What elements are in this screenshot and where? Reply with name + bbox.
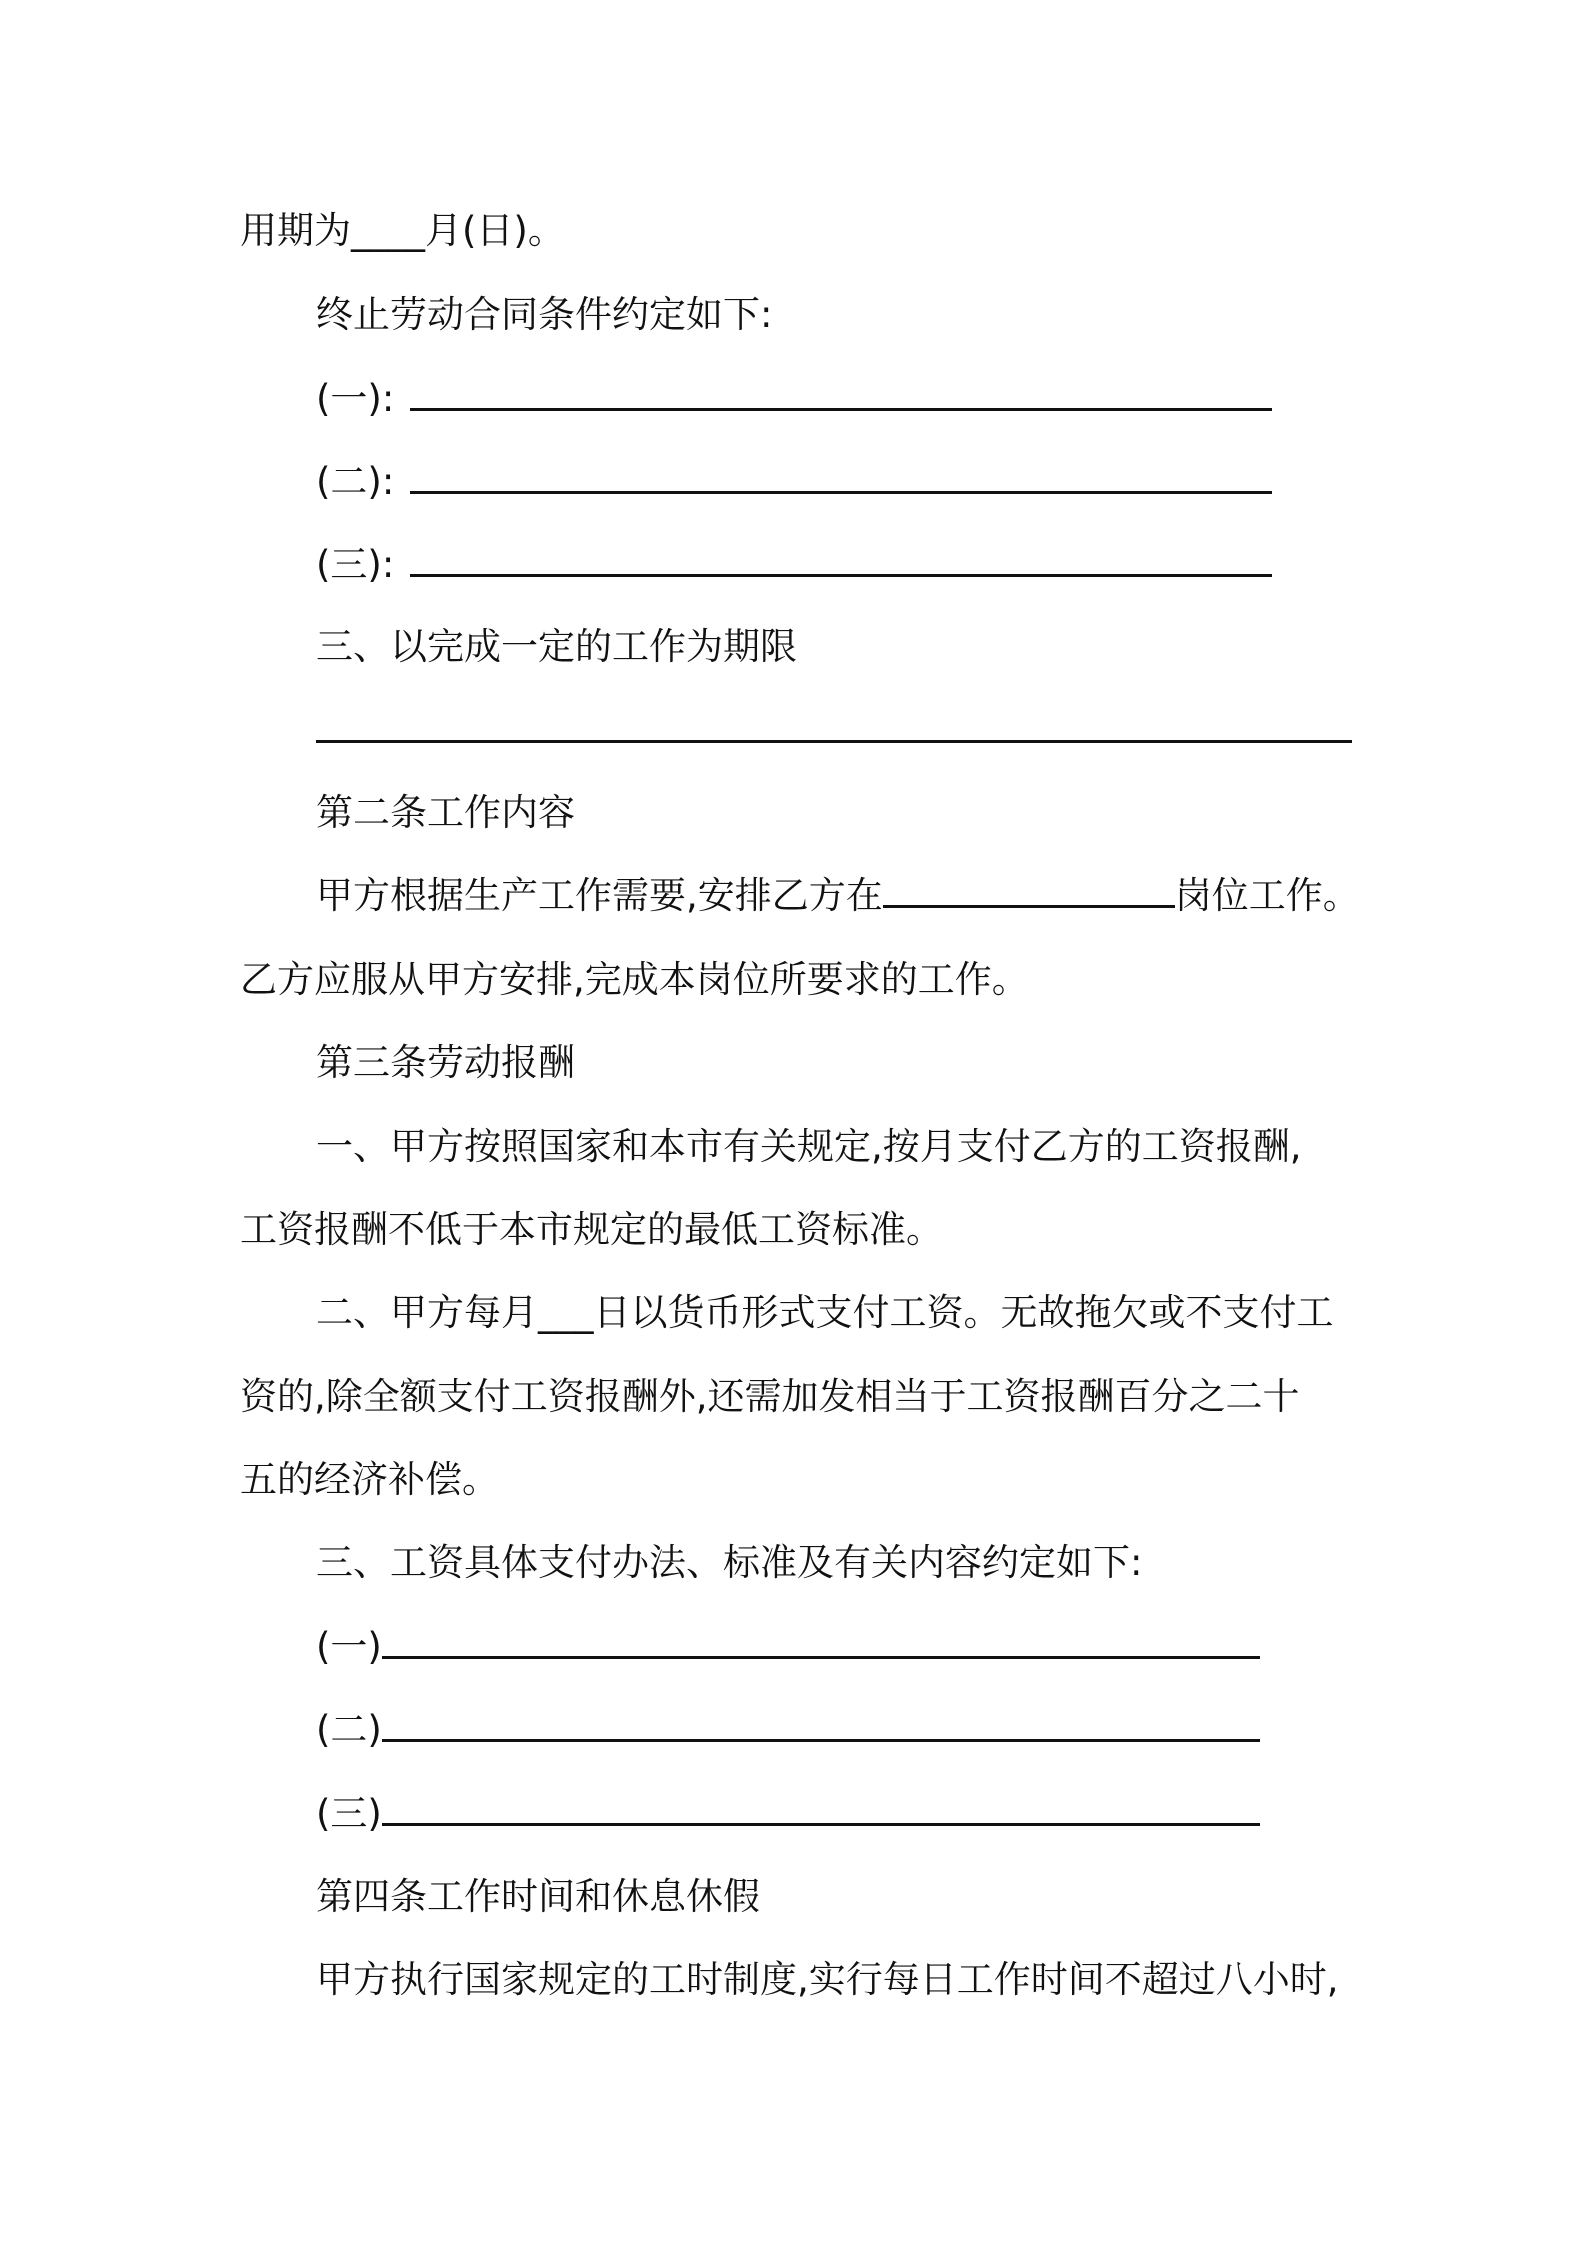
line-text: 三、工资具体支付办法、标准及有关内容约定如下: — [316, 1541, 1143, 1584]
paragraph-line — [316, 1538, 1142, 1588]
fill-in-blank[interactable] — [883, 875, 1175, 908]
fill-in-blank[interactable] — [410, 544, 1272, 577]
paragraph-line — [240, 1205, 943, 1255]
payment-method-item-2 — [316, 1705, 1260, 1755]
paragraph-line — [240, 955, 1029, 1005]
paragraph-line — [316, 1955, 1339, 2005]
section-heading — [316, 788, 575, 838]
termination-condition-1 — [316, 374, 1272, 424]
fill-in-blank[interactable] — [382, 1626, 1260, 1659]
line-text: 乙方应服从甲方安排,完成本岗位所要求的工作。 — [240, 958, 1029, 1001]
fill-in-blank[interactable] — [410, 378, 1272, 411]
line-text: 甲方执行国家规定的工时制度,实行每日工作时间不超过八小时, — [316, 1958, 1339, 2001]
line-text-before: 甲方根据生产工作需要,安排乙方在 — [316, 874, 883, 917]
section-heading — [316, 1872, 760, 1922]
line-prefix: (二): — [316, 460, 395, 503]
paragraph-line — [240, 1372, 1300, 1422]
line-prefix: (二) — [316, 1708, 382, 1751]
paragraph-line — [316, 622, 797, 672]
line-text: 二、甲方每月___日以货币形式支付工资。无故拖欠或不支付工 — [316, 1291, 1334, 1334]
line-text-after: 岗位工作。 — [1174, 874, 1360, 917]
section-heading — [316, 1038, 575, 1088]
line-text: 第四条工作时间和休息休假 — [316, 1875, 760, 1918]
fill-in-blank[interactable] — [382, 1709, 1260, 1742]
line-prefix: (三): — [316, 543, 395, 586]
line-text: 第三条劳动报酬 — [316, 1041, 575, 1084]
full-width-blank-line — [316, 706, 1352, 756]
paragraph-line — [316, 290, 772, 340]
fill-in-blank[interactable] — [410, 461, 1272, 494]
fill-in-blank[interactable] — [316, 710, 1352, 743]
line-text: 资的,除全额支付工资报酬外,还需加发相当于工资报酬百分之二十 — [240, 1375, 1300, 1418]
line-text: 一、甲方按照国家和本市有关规定,按月支付乙方的工资报酬, — [316, 1125, 1302, 1168]
paragraph-line — [316, 871, 1360, 921]
paragraph-line — [316, 1122, 1302, 1172]
paragraph-line — [240, 206, 565, 256]
termination-condition-2 — [316, 457, 1272, 507]
line-prefix: (三) — [316, 1792, 382, 1835]
line-text: 工资报酬不低于本市规定的最低工资标准。 — [240, 1208, 943, 1251]
line-text: 用期为____月(日)。 — [240, 209, 565, 252]
payment-method-item-1 — [316, 1622, 1260, 1672]
paragraph-line — [316, 1288, 1334, 1338]
line-text: 第二条工作内容 — [316, 791, 575, 834]
line-text: 三、以完成一定的工作为期限 — [316, 625, 797, 668]
paragraph-line — [240, 1455, 499, 1505]
line-text: 终止劳动合同条件约定如下: — [316, 293, 773, 336]
line-prefix: (一): — [316, 377, 395, 420]
line-text: 五的经济补偿。 — [240, 1458, 499, 1501]
payment-method-item-3 — [316, 1789, 1260, 1839]
fill-in-blank[interactable] — [382, 1793, 1260, 1826]
termination-condition-3 — [316, 540, 1272, 590]
line-prefix: (一) — [316, 1625, 382, 1668]
